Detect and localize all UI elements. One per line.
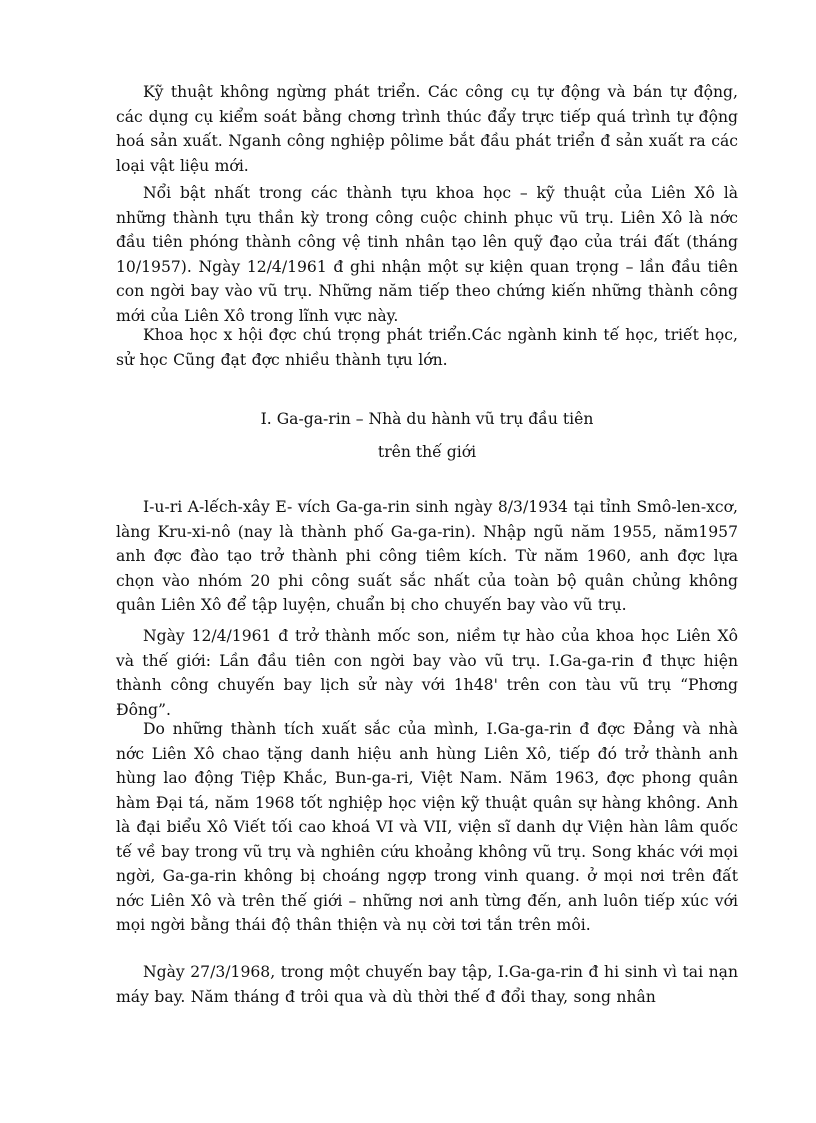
paragraph-honors: Do những thành tích xuất sắc của mình, I.Ga-ga-rin đ đợc Đảng và nhà nớc Liên Xô chao tặng danh hiệu anh hùng Liên Xô, tiếp đó trở thành anh hùng lao động Tiệp Khắc, Bun-ga-ri, Việt Nam. Năm 1963, đợc phong quân hàm Đại tá, năm 1968 tốt nghiệp học viện kỹ thuật quân sự hàng không. Anh là đại biểu Xô Viết tối cao khoá VI và VII, viện sĩ danh dự Viện hàn lâm quốc tế về bay trong vũ trụ và nghiên cứu khoảng không vũ trụ. Song khác với mọi ngời, Ga-ga-rin không bị choáng ngợp trong vinh quang. ở mọi nơi trên đất nớc Liên Xô và trên thế giới – những nơi anh từng đến, anh luôn tiếp xúc với mọi ngời bằng thái độ thân thiện và nụ cời tơi tắn trên môi. <box>116 720 738 934</box>
paragraph-gagarin-biography: I-u-ri A-lếch-xây E- vích Ga-ga-rin sinh ngày 8/3/1934 tại tỉnh Smô-len-xcơ, làng Kru-xi-nô (nay là thành phố Ga-ga-rin). Nhập ngũ năm 1955, năm1957 anh đợc đào tạo trở thành phi công tiêm kích. Từ năm 1960, anh đợc lựa chọn vào nhóm 20 phi công suất sắc nhất của toàn bộ quân chủng không quân Liên Xô để tập luyện, chuẩn bị cho chuyến bay vào vũ trụ. <box>116 498 738 614</box>
paragraph-first-spaceflight: Ngày 12/4/1961 đ trở thành mốc son, niềm tự hào của khoa học Liên Xô và thế giới: Lần đầu tiên con ngời bay vào vũ trụ. I.Ga-ga-rin đ thực hiện thành công chuyến bay lịch sử này với 1h48' trên con tàu vũ trụ “Phơng Đông”. <box>116 627 738 719</box>
paragraph-social-sciences: Khoa học x hội đợc chú trọng phát triển.Các ngành kinh tế học, triết học, sử học Cũng đạt đợc nhiều thành tựu lớn. <box>116 326 738 369</box>
section-heading-line1: I. Ga-ga-rin – Nhà du hành vũ trụ đầu tiên <box>260 410 594 428</box>
paragraph-death: Ngày 27/3/1968, trong một chuyến bay tập, I.Ga-ga-rin đ hi sinh vì tai nạn máy bay. Năm tháng đ trôi qua và dù thời thế đ đổi thay, song nhân <box>116 963 738 1006</box>
section-heading-line2: trên thế giới <box>377 443 477 461</box>
paragraph-technology: Kỹ thuật không ngừng phát triển. Các công cụ tự động và bán tự động, các dụng cụ kiểm soát bằng chơng trình thúc đẩy trực tiếp quá trình tự động hoá sản xuất. Nganh công nghiệp pôlime bắt đầu phát triển đ sản xuất ra các loại vật liệu mới. <box>116 83 738 175</box>
paragraph-space-achievements: Nổi bật nhất trong các thành tựu khoa học – kỹ thuật của Liên Xô là những thành tựu thần kỳ trong công cuộc chinh phục vũ trụ. Liên Xô là nớc đầu tiên phóng thành công vệ tinh nhân tạo lên quỹ đạo của trái đất (tháng 10/1957). Ngày 12/4/1961 đ ghi nhận một sự kiện quan trọng – lần đầu tiên con ngời bay vào vũ trụ. Những năm tiếp theo chứng kiến những thành công mới của Liên Xô trong lĩnh vực này. <box>116 184 738 325</box>
